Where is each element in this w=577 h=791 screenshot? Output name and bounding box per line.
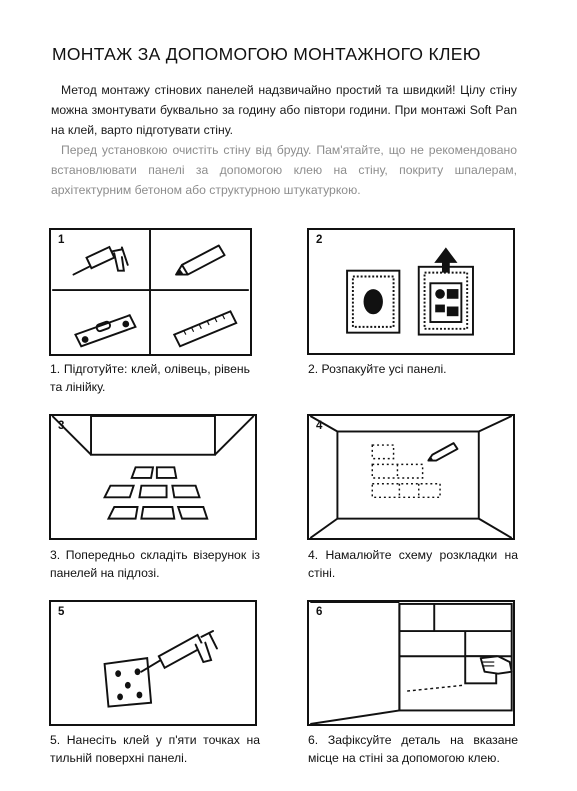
step-4-caption: 4. Намалюйте схему розкладки на стіні. <box>308 548 518 580</box>
step-6-illustration <box>307 600 515 726</box>
glue-gun-icon <box>141 631 217 672</box>
step-2-number: 2 <box>316 234 323 246</box>
page-title: МОНТАЖ ЗА ДОПОМОГОЮ МОНТАЖНОГО КЛЕЮ <box>52 44 481 64</box>
step-1-tools-icon <box>51 230 250 354</box>
step-5-caption: 5. Нанесіть клей у п'яти точках на тильній поверхні панелі. <box>50 733 260 765</box>
ruler-icon <box>174 311 236 346</box>
step-5-number: 5 <box>58 606 65 618</box>
step-2-illustration <box>307 228 515 355</box>
step-6-caption: 6. Зафіксуйте деталь на вказане місце на стіні за допомогою клею. <box>308 733 518 765</box>
step-1-illustration <box>49 228 252 356</box>
wall-layout-icon <box>310 416 511 538</box>
step-1-caption: 1. Підготуйте: клей, олівець, рівень та лінійку. <box>50 362 250 394</box>
pencil-icon <box>176 246 224 275</box>
note-paragraph: Перед установкою очистіть стіну від бруду. Пам'ятайте, що не рекомендовано встановлювати панелі за допомогою клею на стіну, покриту шпалерам, архітектурним бетоном або структурною штукатуркою. <box>51 143 517 197</box>
step-3-caption: 3. Попередньо складіть візерунок із панелей на підлозі. <box>50 548 260 580</box>
intro-paragraph: Метод монтажу стінових панелей надзвичайно простий та швидкий! Цілу стіну можна змонтувати буквально за годину або півтори години. При монтажі Soft Pan на клей, варто підготувати стіну. <box>51 83 517 137</box>
step-4-number: 4 <box>316 420 323 432</box>
pencil-icon <box>428 443 457 460</box>
level-icon <box>75 315 135 346</box>
step-6-number: 6 <box>316 606 323 618</box>
step-3-number: 3 <box>58 420 65 432</box>
hand-icon <box>481 656 512 673</box>
step-5-illustration <box>49 600 257 726</box>
step-2-caption: 2. Розпакуйте усі панелі. <box>308 362 447 376</box>
step-4-illustration <box>307 414 515 540</box>
step-1-number: 1 <box>58 234 65 246</box>
step-3-illustration <box>49 414 257 540</box>
panel-glue-dots-icon <box>105 658 151 706</box>
panel-package-icon <box>347 267 473 335</box>
room-floor-icon <box>52 416 253 519</box>
glue-gun-icon <box>73 247 127 275</box>
